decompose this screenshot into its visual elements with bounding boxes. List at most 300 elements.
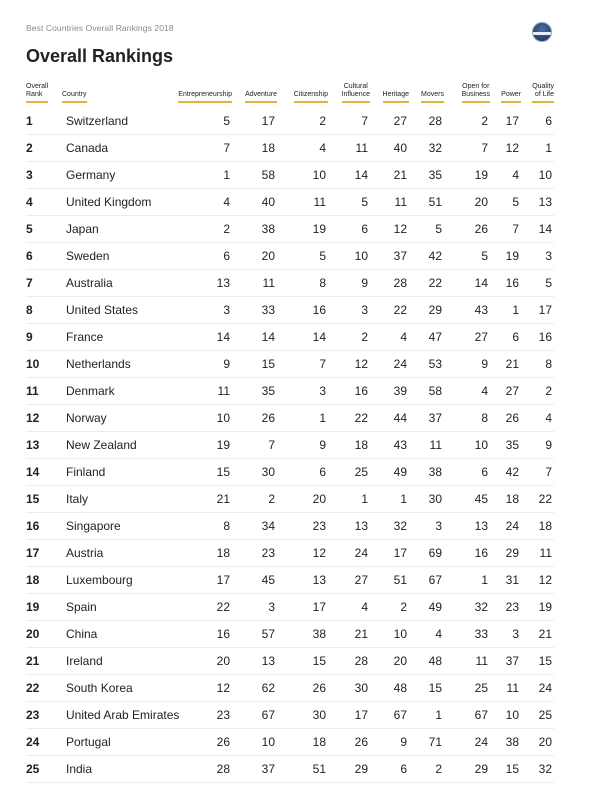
cell-heritage: 1 (400, 492, 407, 506)
cell-adventure: 26 (261, 411, 275, 425)
cell-cultural-influence: 14 (354, 168, 368, 182)
cell-quality-of-life: 5 (545, 276, 552, 290)
cell-quality-of-life: 8 (545, 357, 552, 371)
cell-quality-of-life: 11 (539, 546, 552, 560)
cell-cultural-influence: 22 (354, 411, 368, 425)
header-open-for-business[interactable] (462, 83, 490, 103)
cell-entrepreneurship: 6 (223, 249, 230, 263)
cell-entrepreneurship: 12 (216, 681, 230, 695)
cell-country: France (66, 330, 104, 344)
cell-open-for-business: 16 (474, 546, 488, 560)
cell-open-for-business: 26 (474, 222, 488, 236)
header-heritage[interactable] (383, 91, 409, 103)
cell-heritage: 22 (393, 303, 407, 317)
cell-open-for-business: 5 (481, 249, 488, 263)
cell-entrepreneurship: 14 (216, 330, 230, 344)
cell-rank: 17 (26, 546, 40, 560)
cell-movers: 48 (428, 654, 442, 668)
cell-rank: 13 (26, 438, 40, 452)
cell-citizenship: 6 (319, 465, 326, 479)
cell-adventure: 11 (262, 276, 275, 290)
cell-adventure: 15 (261, 357, 275, 371)
cell-rank: 15 (26, 492, 40, 506)
cell-open-for-business: 14 (474, 276, 488, 290)
cell-open-for-business: 4 (481, 384, 488, 398)
cell-cultural-influence: 27 (354, 573, 368, 587)
cell-country: Switzerland (66, 114, 129, 128)
table-row[interactable] (26, 621, 554, 648)
cell-entrepreneurship: 21 (216, 492, 230, 506)
cell-heritage: 20 (393, 654, 407, 668)
cell-movers: 67 (428, 573, 442, 587)
cell-heritage: 9 (400, 735, 407, 749)
cell-open-for-business: 20 (474, 195, 488, 209)
cell-heritage: 44 (393, 411, 407, 425)
cell-country: South Korea (66, 681, 133, 695)
cell-power: 21 (505, 357, 519, 371)
table-row[interactable] (26, 405, 554, 432)
cell-movers: 32 (428, 141, 442, 155)
cell-entrepreneurship: 20 (216, 654, 230, 668)
cell-adventure: 57 (261, 627, 275, 641)
logo-band (533, 32, 551, 35)
header-citizenship[interactable] (294, 91, 328, 103)
table-row[interactable] (26, 756, 554, 783)
cell-quality-of-life: 9 (545, 438, 552, 452)
cell-movers: 3 (435, 519, 442, 533)
cell-country: Norway (66, 411, 107, 425)
cell-adventure: 10 (261, 735, 275, 749)
cell-entrepreneurship: 11 (217, 384, 230, 398)
header-power[interactable] (501, 91, 521, 103)
table-row[interactable] (26, 432, 554, 459)
cell-country: Portugal (66, 735, 111, 749)
cell-entrepreneurship: 18 (216, 546, 230, 560)
cell-country: New Zealand (66, 438, 137, 452)
cell-open-for-business: 24 (474, 735, 488, 749)
cell-movers: 29 (428, 303, 442, 317)
cell-citizenship: 11 (313, 195, 326, 209)
cell-quality-of-life: 13 (538, 195, 552, 209)
cell-country: United Arab Emirates (66, 708, 180, 722)
cell-heritage: 21 (393, 168, 407, 182)
cell-quality-of-life: 3 (545, 249, 552, 263)
cell-adventure: 2 (268, 492, 275, 506)
cell-rank: 9 (26, 330, 33, 344)
cell-citizenship: 8 (319, 276, 326, 290)
cell-movers: 4 (435, 627, 442, 641)
cell-rank: 10 (26, 357, 40, 371)
cell-heritage: 6 (400, 762, 407, 776)
table-row[interactable] (26, 648, 554, 675)
cell-cultural-influence: 17 (354, 708, 368, 722)
cell-country: Spain (66, 600, 97, 614)
cell-power: 18 (505, 492, 519, 506)
cell-heritage: 39 (393, 384, 407, 398)
header-adventure[interactable] (245, 91, 277, 103)
cell-heritage: 4 (400, 330, 407, 344)
cell-citizenship: 10 (312, 168, 326, 182)
table-row[interactable] (26, 162, 554, 189)
cell-adventure: 17 (261, 114, 275, 128)
header-cultural-influence[interactable] (342, 83, 370, 103)
cell-heritage: 32 (393, 519, 407, 533)
cell-citizenship: 4 (319, 141, 326, 155)
cell-power: 42 (505, 465, 519, 479)
cell-country: Finland (66, 465, 106, 479)
cell-movers: 30 (428, 492, 442, 506)
cell-heritage: 2 (400, 600, 407, 614)
cell-cultural-influence: 16 (354, 384, 368, 398)
cell-entrepreneurship: 5 (223, 114, 230, 128)
cell-quality-of-life: 15 (538, 654, 552, 668)
table-row[interactable] (26, 297, 554, 324)
cell-rank: 16 (26, 519, 40, 533)
cell-heritage: 48 (393, 681, 407, 695)
cell-heritage: 28 (393, 276, 407, 290)
cell-rank: 19 (26, 600, 40, 614)
table-row[interactable] (26, 675, 554, 702)
cell-adventure: 45 (261, 573, 275, 587)
cell-power: 38 (505, 735, 519, 749)
cell-entrepreneurship: 9 (223, 357, 230, 371)
cell-open-for-business: 1 (481, 573, 488, 587)
cell-cultural-influence: 21 (354, 627, 368, 641)
cell-adventure: 58 (261, 168, 275, 182)
cell-quality-of-life: 19 (538, 600, 552, 614)
cell-adventure: 7 (268, 438, 275, 452)
table-row[interactable] (26, 729, 554, 756)
cell-rank: 1 (26, 114, 33, 128)
table-row[interactable] (26, 243, 554, 270)
cell-power: 4 (512, 168, 519, 182)
table-row[interactable] (26, 135, 554, 162)
cell-cultural-influence: 1 (361, 492, 368, 506)
cell-power: 11 (506, 681, 519, 695)
table-row[interactable] (26, 567, 554, 594)
table-row[interactable] (26, 459, 554, 486)
cell-cultural-influence: 3 (361, 303, 368, 317)
cell-entrepreneurship: 7 (223, 141, 230, 155)
cell-power: 10 (505, 708, 519, 722)
cell-quality-of-life: 7 (545, 465, 552, 479)
cell-country: Austria (66, 546, 104, 560)
cell-cultural-influence: 10 (354, 249, 368, 263)
cell-country: China (66, 627, 98, 641)
cell-quality-of-life: 21 (538, 627, 552, 641)
cell-cultural-influence: 4 (361, 600, 368, 614)
cell-quality-of-life: 25 (538, 708, 552, 722)
cell-quality-of-life: 1 (545, 141, 552, 155)
cell-rank: 24 (26, 735, 40, 749)
cell-movers: 47 (428, 330, 442, 344)
cell-entrepreneurship: 1 (223, 168, 230, 182)
cell-power: 1 (512, 303, 519, 317)
cell-open-for-business: 67 (474, 708, 488, 722)
cell-rank: 2 (26, 141, 33, 155)
table-row[interactable] (26, 189, 554, 216)
table-header (26, 80, 554, 108)
cell-quality-of-life: 14 (538, 222, 552, 236)
header-rank-label: Overall Rank (26, 83, 48, 103)
cell-movers: 53 (428, 357, 442, 371)
cell-citizenship: 2 (319, 114, 326, 128)
cell-adventure: 3 (268, 600, 275, 614)
cell-cultural-influence: 13 (354, 519, 368, 533)
cell-adventure: 62 (261, 681, 275, 695)
cell-cultural-influence: 2 (361, 330, 368, 344)
cell-cultural-influence: 18 (354, 438, 368, 452)
cell-quality-of-life: 32 (538, 762, 552, 776)
cell-open-for-business: 8 (481, 411, 488, 425)
header-cultural-influence-label: Cultural Influence (342, 83, 370, 103)
cell-heritage: 12 (393, 222, 407, 236)
header-rank[interactable] (26, 83, 48, 103)
cell-movers: 58 (428, 384, 442, 398)
cell-open-for-business: 2 (481, 114, 488, 128)
cell-quality-of-life: 20 (538, 735, 552, 749)
cell-rank: 8 (26, 303, 33, 317)
cell-entrepreneurship: 16 (216, 627, 230, 641)
page-subtitle: Best Countries Overall Rankings 2018 (26, 23, 174, 33)
cell-movers: 5 (435, 222, 442, 236)
cell-quality-of-life: 4 (545, 411, 552, 425)
header-movers-label: Movers (421, 91, 444, 103)
table-row[interactable] (26, 351, 554, 378)
header-country-label: Country (62, 91, 87, 103)
cell-movers: 15 (428, 681, 442, 695)
cell-citizenship: 3 (319, 384, 326, 398)
cell-adventure: 34 (261, 519, 275, 533)
cell-open-for-business: 10 (474, 438, 488, 452)
cell-open-for-business: 11 (475, 654, 488, 668)
table-row[interactable] (26, 702, 554, 729)
cell-heritage: 17 (393, 546, 407, 560)
cell-rank: 3 (26, 168, 33, 182)
cell-heritage: 11 (394, 195, 407, 209)
cell-entrepreneurship: 23 (216, 708, 230, 722)
cell-entrepreneurship: 10 (216, 411, 230, 425)
cell-citizenship: 51 (312, 762, 326, 776)
cell-citizenship: 30 (312, 708, 326, 722)
cell-country: Japan (66, 222, 99, 236)
cell-open-for-business: 25 (474, 681, 488, 695)
cell-adventure: 23 (261, 546, 275, 560)
cell-movers: 11 (429, 438, 442, 452)
header-heritage-label: Heritage (383, 91, 409, 103)
cell-open-for-business: 6 (481, 465, 488, 479)
cell-rank: 20 (26, 627, 40, 641)
cell-entrepreneurship: 26 (216, 735, 230, 749)
cell-adventure: 40 (261, 195, 275, 209)
cell-movers: 38 (428, 465, 442, 479)
cell-citizenship: 17 (312, 600, 326, 614)
cell-quality-of-life: 17 (538, 303, 552, 317)
cell-entrepreneurship: 2 (223, 222, 230, 236)
header-quality-of-life[interactable] (532, 83, 554, 103)
cell-country: Germany (66, 168, 116, 182)
cell-movers: 37 (428, 411, 442, 425)
table-row[interactable] (26, 540, 554, 567)
table-row[interactable] (26, 486, 554, 513)
cell-citizenship: 12 (312, 546, 326, 560)
cell-power: 19 (505, 249, 519, 263)
table-row[interactable] (26, 216, 554, 243)
cell-open-for-business: 7 (481, 141, 488, 155)
cell-country: Canada (66, 141, 109, 155)
rankings-table (26, 80, 554, 783)
cell-power: 23 (505, 600, 519, 614)
cell-rank: 11 (26, 384, 39, 398)
header-movers[interactable] (421, 91, 444, 103)
cell-open-for-business: 19 (474, 168, 488, 182)
cell-movers: 42 (428, 249, 442, 263)
cell-open-for-business: 43 (474, 303, 488, 317)
cell-country: Sweden (66, 249, 110, 263)
cell-country: Netherlands (66, 357, 131, 371)
cell-movers: 28 (428, 114, 442, 128)
cell-movers: 51 (428, 195, 442, 209)
cell-power: 31 (505, 573, 519, 587)
cell-power: 26 (505, 411, 519, 425)
cell-power: 27 (505, 384, 519, 398)
cell-entrepreneurship: 19 (216, 438, 230, 452)
table-row[interactable] (26, 378, 554, 405)
cell-heritage: 67 (393, 708, 407, 722)
cell-entrepreneurship: 15 (216, 465, 230, 479)
cell-power: 24 (505, 519, 519, 533)
cell-cultural-influence: 25 (354, 465, 368, 479)
cell-open-for-business: 13 (474, 519, 488, 533)
cell-citizenship: 14 (312, 330, 326, 344)
cell-rank: 5 (26, 222, 33, 236)
cell-quality-of-life: 18 (538, 519, 552, 533)
cell-quality-of-life: 12 (538, 573, 552, 587)
cell-country: Luxembourg (66, 573, 133, 587)
header-entrepreneurship[interactable] (178, 91, 232, 103)
cell-power: 35 (505, 438, 519, 452)
cell-country: Italy (66, 492, 89, 506)
cell-adventure: 38 (261, 222, 275, 236)
cell-rank: 14 (26, 465, 40, 479)
cell-quality-of-life: 6 (545, 114, 552, 128)
cell-citizenship: 13 (312, 573, 326, 587)
cell-power: 37 (505, 654, 519, 668)
cell-power: 5 (512, 195, 519, 209)
cell-country: Ireland (66, 654, 103, 668)
table-row[interactable] (26, 324, 554, 351)
cell-citizenship: 23 (312, 519, 326, 533)
cell-heritage: 43 (393, 438, 407, 452)
cell-heritage: 37 (393, 249, 407, 263)
cell-movers: 49 (428, 600, 442, 614)
cell-movers: 71 (428, 735, 442, 749)
table-row[interactable] (26, 108, 554, 135)
cell-cultural-influence: 28 (354, 654, 368, 668)
cell-heritage: 40 (393, 141, 407, 155)
cell-cultural-influence: 6 (361, 222, 368, 236)
cell-adventure: 18 (261, 141, 275, 155)
cell-heritage: 24 (393, 357, 407, 371)
cell-open-for-business: 45 (474, 492, 488, 506)
cell-entrepreneurship: 8 (223, 519, 230, 533)
header-entrepreneurship-label: Entrepreneurship (178, 91, 232, 103)
cell-rank: 25 (26, 762, 40, 776)
cell-movers: 22 (428, 276, 442, 290)
cell-cultural-influence: 9 (361, 276, 368, 290)
brand-logo[interactable] (532, 22, 552, 42)
cell-country: India (66, 762, 93, 776)
cell-power: 16 (505, 276, 519, 290)
cell-cultural-influence: 29 (354, 762, 368, 776)
cell-rank: 6 (26, 249, 33, 263)
cell-power: 7 (512, 222, 519, 236)
header-citizenship-label: Citizenship (294, 91, 328, 103)
cell-citizenship: 1 (319, 411, 326, 425)
cell-entrepreneurship: 3 (223, 303, 230, 317)
cell-adventure: 35 (261, 384, 275, 398)
cell-country: Australia (66, 276, 113, 290)
cell-citizenship: 18 (312, 735, 326, 749)
cell-rank: 4 (26, 195, 33, 209)
header-power-label: Power (501, 91, 521, 103)
cell-rank: 23 (26, 708, 40, 722)
cell-entrepreneurship: 13 (216, 276, 230, 290)
cell-cultural-influence: 24 (354, 546, 368, 560)
cell-cultural-influence: 7 (361, 114, 368, 128)
cell-entrepreneurship: 28 (216, 762, 230, 776)
table-row[interactable] (26, 513, 554, 540)
cell-cultural-influence: 26 (354, 735, 368, 749)
cell-power: 15 (505, 762, 519, 776)
cell-country: United Kingdom (66, 195, 152, 209)
cell-movers: 1 (435, 708, 442, 722)
header-adventure-label: Adventure (245, 91, 277, 103)
header-quality-of-life-label: Quality of Life (532, 83, 554, 103)
cell-entrepreneurship: 17 (216, 573, 230, 587)
cell-open-for-business: 33 (474, 627, 488, 641)
header-country[interactable] (62, 91, 87, 103)
cell-citizenship: 26 (312, 681, 326, 695)
cell-cultural-influence: 11 (355, 141, 368, 155)
cell-heritage: 27 (393, 114, 407, 128)
cell-citizenship: 19 (312, 222, 326, 236)
cell-citizenship: 20 (312, 492, 326, 506)
cell-citizenship: 5 (319, 249, 326, 263)
cell-rank: 22 (26, 681, 40, 695)
table-row[interactable] (26, 594, 554, 621)
cell-power: 12 (505, 141, 519, 155)
table-body (26, 108, 554, 783)
cell-heritage: 51 (393, 573, 407, 587)
cell-quality-of-life: 22 (538, 492, 552, 506)
cell-power: 6 (512, 330, 519, 344)
cell-movers: 35 (428, 168, 442, 182)
cell-adventure: 33 (261, 303, 275, 317)
table-row[interactable] (26, 270, 554, 297)
cell-rank: 21 (26, 654, 40, 668)
cell-quality-of-life: 24 (538, 681, 552, 695)
cell-cultural-influence: 5 (361, 195, 368, 209)
cell-quality-of-life: 10 (538, 168, 552, 182)
cell-citizenship: 15 (312, 654, 326, 668)
header-open-for-business-label: Open for Business (462, 83, 490, 103)
cell-heritage: 10 (393, 627, 407, 641)
cell-adventure: 37 (261, 762, 275, 776)
cell-citizenship: 9 (319, 438, 326, 452)
cell-citizenship: 38 (312, 627, 326, 641)
cell-country: Singapore (66, 519, 121, 533)
